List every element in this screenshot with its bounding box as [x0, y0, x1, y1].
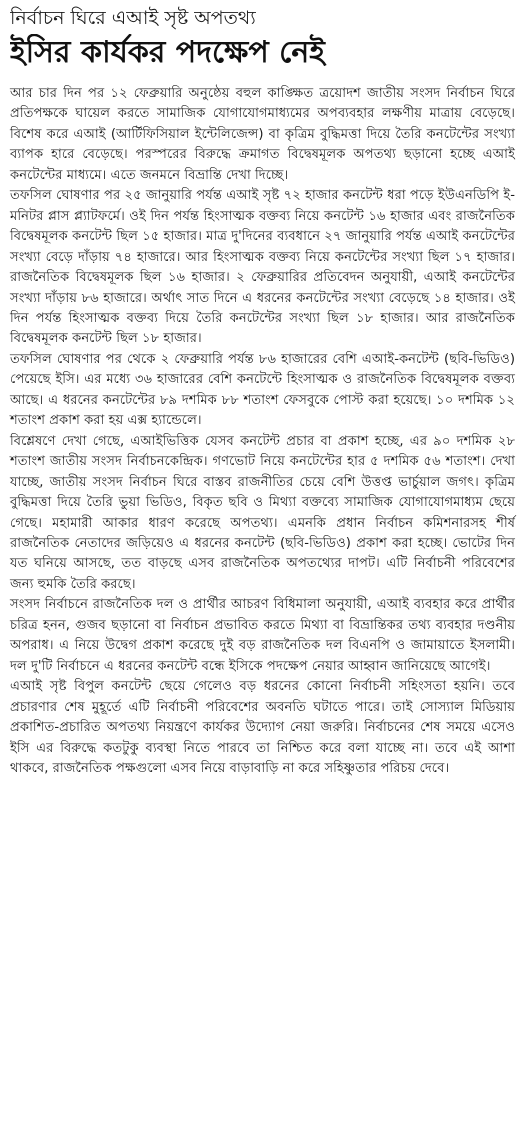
article-kicker: নির্বাচন ঘিরে এআই সৃষ্ট অপতথ্য — [10, 7, 256, 29]
article-headline: ইসির কার্যকর পদক্ষেপ নেই — [10, 35, 325, 70]
article-paragraph: তফসিল ঘোষণার পর থেকে ২ ফেব্রুয়ারি পর্যন্ত ৮৬ হাজারের বেশি এআই-কনটেন্ট (ছবি-ভিডিও) পেয়েছে ইসি। এর মধ্যে ৩৬ হাজারের বেশি কনটেন্টে হিংসাত্মক ও রাজনৈতিক বিদ্বেষমূলক বক্তব্য আছে। এ ধরনের কনটেন্টের ৮৯ দশমিক ৮৮ শতাংশ ফেসবুকে পোস্ট করা হয়েছে। ১০ দশমিক ১২ শতাংশ প্রকাশ করা হয় এক্স হ্যান্ডেলে। — [10, 351, 515, 429]
article-paragraph: সংসদ নির্বাচনে রাজনৈতিক দল ও প্রার্থীর আচরণ বিধিমালা অনুযায়ী, এআই ব্যবহার করে প্রার্থীর চরিত্র হনন, গুজব ছড়ানো বা নির্বাচন প্রভাবিত করতে মিথ্যা বা বিভ্রান্তিকর তথ্য ব্যবহার দণ্ডনীয় অপরাধ। এ নিয়ে উদ্বেগ প্রকাশ করেছে দুই বড় রাজনৈতিক দল বিএনপি ও জামায়াতে ইসলামী। দল দু'টি নির্বাচনে এ ধরনের কনটেন্ট বন্ধে ইসিকে পদক্ষেপ নেয়ার আহ্বান জানিয়েছে আগেই। — [10, 597, 515, 674]
article-paragraph: তফসিল ঘোষণার পর ২৫ জানুয়ারি পর্যন্ত এআই সৃষ্ট ৭২ হাজার কনটেন্ট ধরা পড়ে ইউএনডিপি ই-মনিটর প্লাস প্ল্যাটফর্মে। ওই দিন পর্যন্ত হিংসাত্মক বক্তব্য নিয়ে কনটেন্ট ১৬ হাজার এবং রাজনৈতিক বিদ্বেষমূলক কনটেন্ট ছিল ১৫ হাজার। মাত্র দু'দিনের ব্যবধানে ২৭ জানুয়ারি পর্যন্ত এআই কনটেন্টের সংখ্যা বেড়ে দাঁড়ায় ৭৪ হাজারে। আর হিংসাত্মক বক্তব্য নিয়ে কনটেন্টের সংখ্যা ছিল ১৭ হাজার। রাজনৈতিক বিদ্বেষমূলক ছিল ১৬ হাজার। ২ ফেব্রুয়ারির প্রতিবেদন অনুযায়ী, এআই কনটেন্টের সংখ্যা দাঁড়ায় ৮৬ হাজারে। অর্থাৎ সাত দিনে এ ধরনের কনটেন্টের সংখ্যা বেড়েছে ১৪ হাজার। ওই দিন পর্যন্ত হিংসাত্মক বক্তব্য দিয়ে তৈরি কনটেন্টের সংখ্যা ছিল ১৮ হাজার। আর রাজনৈতিক বিদ্বেষমূলক কনটেন্ট ছিল ১৮ হাজার। — [10, 188, 515, 347]
article-paragraph: এআই সৃষ্ট বিপুল কনটেন্ট ছেয়ে গেলেও বড় ধরনের কোনো নির্বাচনী সহিংসতা হয়নি। তবে প্রচারণার শেষ মুহূর্তে এটি নির্বাচনী পরিবেশের অবনতি ঘটাতে পারে। তাই সোস্যাল মিডিয়ায় প্রকাশিত-প্রচারিত অপতথ্য নিয়ন্ত্রণে কার্যকর উদ্যোগ নেয়া জরুরি। নির্বাচনের শেষ সময়ে এসেও ইসি এর বিরুদ্ধে কতটুকু ব্যবস্থা নিতে পারবে তা নিশ্চিত করে বলা যাচ্ছে না। তবে এই আশা থাকবে, রাজনৈতিক পক্ষগুলো এসব নিয়ে বাড়াবাড়ি না করে সহিষ্ণুতার পরিচয় দেবে। — [10, 679, 515, 776]
article-paragraph: আর চার দিন পর ১২ ফেব্রুয়ারি অনুষ্ঠেয় বহুল কাঙ্ক্ষিত ত্রয়োদশ জাতীয় সংসদ নির্বাচন ঘিরে প্রতিপক্ষকে ঘায়েল করতে সামাজিক যোগাযোগমাধ্যমের অপব্যবহার লক্ষণীয় মাত্রায় বেড়েছে। বিশেষ করে এআই (আর্টিফিসিয়াল ইন্টেলিজেন্স) বা কৃত্রিম বুদ্ধিমত্তা দিয়ে তৈরি কনটেন্টের সংখ্যা ব্যাপক হারে বেড়েছে। পরস্পরের বিরুদ্ধে ক্রমাগত বিদ্বেষমূলক অপতথ্য ছড়ানো হচ্ছে এআই কনটেন্টের মাধ্যমে। এতে জনমনে বিভ্রান্তি দেখা দিচ্ছে। — [10, 86, 515, 183]
article-paragraph: বিশ্লেষণে দেখা গেছে, এআইভিত্তিক যেসব কনটেন্ট প্রচার বা প্রকাশ হচ্ছে, এর ৯০ দশমিক ২৮ শতাংশ জাতীয় সংসদ নির্বাচনকেন্দ্রিক। গণভোট নিয়ে কনটেন্টের হার ৫ দশমিক ৫৬ শতাংশ। দেখা যাচ্ছে, জাতীয় সংসদ নির্বাচন ঘিরে বাস্তব রাজনীতির চেয়ে বেশি উত্তপ্ত ভার্চুয়াল জগৎ। কৃত্রিম বুদ্ধিমত্তা দিয়ে তৈরি ভুয়া ভিডিও, বিকৃত ছবি ও মিথ্যা বক্তব্যে সামাজিক যোগাযোগমাধ্যম ছেয়ে গেছে। মহামারী আকার ধারণ করেছে অপতথ্য। এমনকি প্রধান নির্বাচন কমিশনারসহ শীর্ষ রাজনৈতিক নেতাদের জড়িয়েও এ ধরনের কনটেন্ট (ছবি-ভিডিও) প্রকাশ করা হচ্ছে। ভোটের দিন যত ঘনিয়ে আসছে, তত বাড়ছে এসব রাজনৈতিক অপতথ্যের দাপট। এটি নির্বাচনী পরিবেশের জন্য হুমকি তৈরি করছে। — [10, 433, 515, 592]
article-body — [10, 84, 515, 779]
